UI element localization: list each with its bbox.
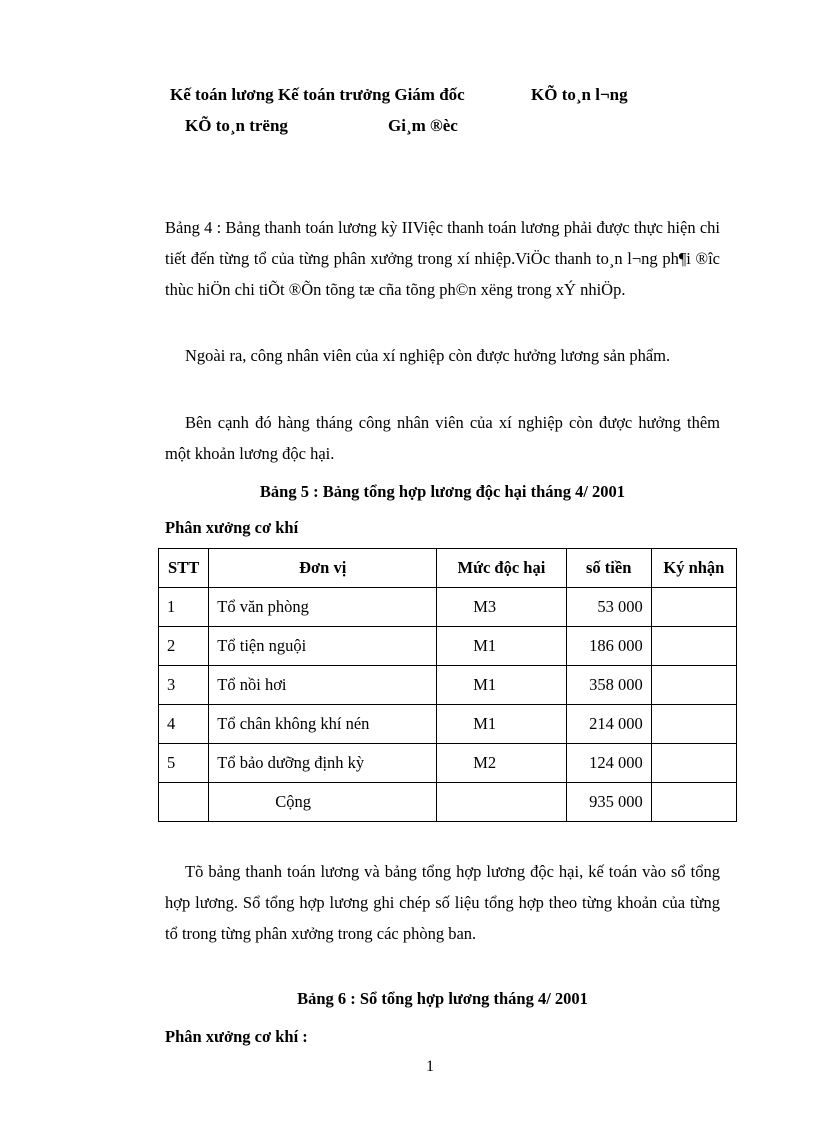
paragraph-to-bang: Tõ bảng thanh toán lương và bảng tổng hợp lương độc hại, kế toán vào sổ tổng hợp lương. Sổ tổng hợp lương ghi chép số liệu tổng hợp theo từng khoản của từng tổ trong từng phân xưởng trong các phòng ban. — [165, 862, 720, 943]
table-header-row — [159, 549, 737, 588]
cell-signature — [651, 705, 736, 744]
cell-level-empty — [437, 783, 566, 822]
signature-header-row1 — [170, 85, 465, 105]
cell-stt: 3 — [159, 666, 209, 705]
table6-section: Phân xưởng cơ khí : — [165, 1027, 308, 1046]
cell-level: M1 — [437, 705, 566, 744]
cell-stt: 2 — [159, 627, 209, 666]
cell-level: M3 — [437, 588, 566, 627]
table-row — [159, 588, 737, 627]
cell-stt: 5 — [159, 744, 209, 783]
cell-amount: 214 000 — [566, 705, 651, 744]
table5-title: Bảng 5 : Bảng tổng hợp lương độc hại tháng 4/ 2001 — [259, 482, 626, 501]
col-unit: Đơn vị — [209, 549, 437, 588]
signature-chief-garbled: KÕ to¸n trëng — [185, 116, 288, 135]
page-number: 1 — [426, 1058, 434, 1075]
col-signature: Ký nhận — [651, 549, 736, 588]
cell-unit: Tổ nồi hơi — [209, 666, 437, 705]
cell-amount: 53 000 — [566, 588, 651, 627]
cell-amount: 186 000 — [566, 627, 651, 666]
cell-signature — [651, 666, 736, 705]
total-amount: 935 000 — [566, 783, 651, 822]
signature-director: Giám đốc — [394, 85, 465, 104]
paragraph-ben-canh: Bên cạnh đó hàng tháng công nhân viên của xí nghiệp còn được hưởng thêm một khoản lương độc hại. — [165, 413, 720, 463]
col-stt: STT — [159, 549, 209, 588]
table-total-row — [159, 783, 737, 822]
paragraph-ngoai-ra: Ngoài ra, công nhân viên của xí nghiệp còn được hưởng lương sản phẩm. — [185, 346, 671, 365]
signature-director-garbled: Gi¸m ®èc — [388, 116, 458, 135]
signature-accountant: Kế toán lương — [170, 85, 274, 104]
cell-signature — [651, 744, 736, 783]
cell-stt-empty — [159, 783, 209, 822]
signature-chief-accountant: Kế toán trưởng — [277, 85, 391, 104]
col-hazard-level: Mức độc hại — [437, 549, 566, 588]
table-row — [159, 627, 737, 666]
total-label: Cộng — [209, 783, 437, 822]
cell-level: M2 — [437, 744, 566, 783]
col-amount: số tiền — [566, 549, 651, 588]
cell-stt: 4 — [159, 705, 209, 744]
cell-signature — [651, 627, 736, 666]
cell-level: M1 — [437, 666, 566, 705]
cell-unit: Tổ chân không khí nén — [209, 705, 437, 744]
cell-unit: Tổ tiện nguội — [209, 627, 437, 666]
cell-amount: 124 000 — [566, 744, 651, 783]
cell-unit: Tổ văn phòng — [209, 588, 437, 627]
cell-unit: Tổ bảo dưỡng định kỳ — [209, 744, 437, 783]
table-row — [159, 744, 737, 783]
table-row — [159, 705, 737, 744]
cell-signature-empty — [651, 783, 736, 822]
hazard-pay-table — [158, 548, 737, 822]
signature-accountant-garbled: KÕ to¸n l¬ng — [531, 85, 628, 104]
cell-signature — [651, 588, 736, 627]
cell-stt: 1 — [159, 588, 209, 627]
table5-section: Phân xưởng cơ khí — [165, 518, 299, 537]
table-row — [159, 666, 737, 705]
cell-amount: 358 000 — [566, 666, 651, 705]
cell-level: M1 — [437, 627, 566, 666]
paragraph-bang4: Bảng 4 : Bảng thanh toán lương kỳ IIViệc thanh toán lương phải được thực hiện chi tiết đến từng tổ của từng phân xưởng trong xí nhiệp.ViÖc thanh to¸n l¬ng ph¶i ®îc thùc hiÖn chi tiÕt ®Õn tõng tæ cña tõng ph©n xëng trong xÝ nhiÖp. — [165, 218, 720, 299]
table6-title: Bảng 6 : Sổ tổng hợp lương tháng 4/ 2001 — [297, 989, 588, 1008]
